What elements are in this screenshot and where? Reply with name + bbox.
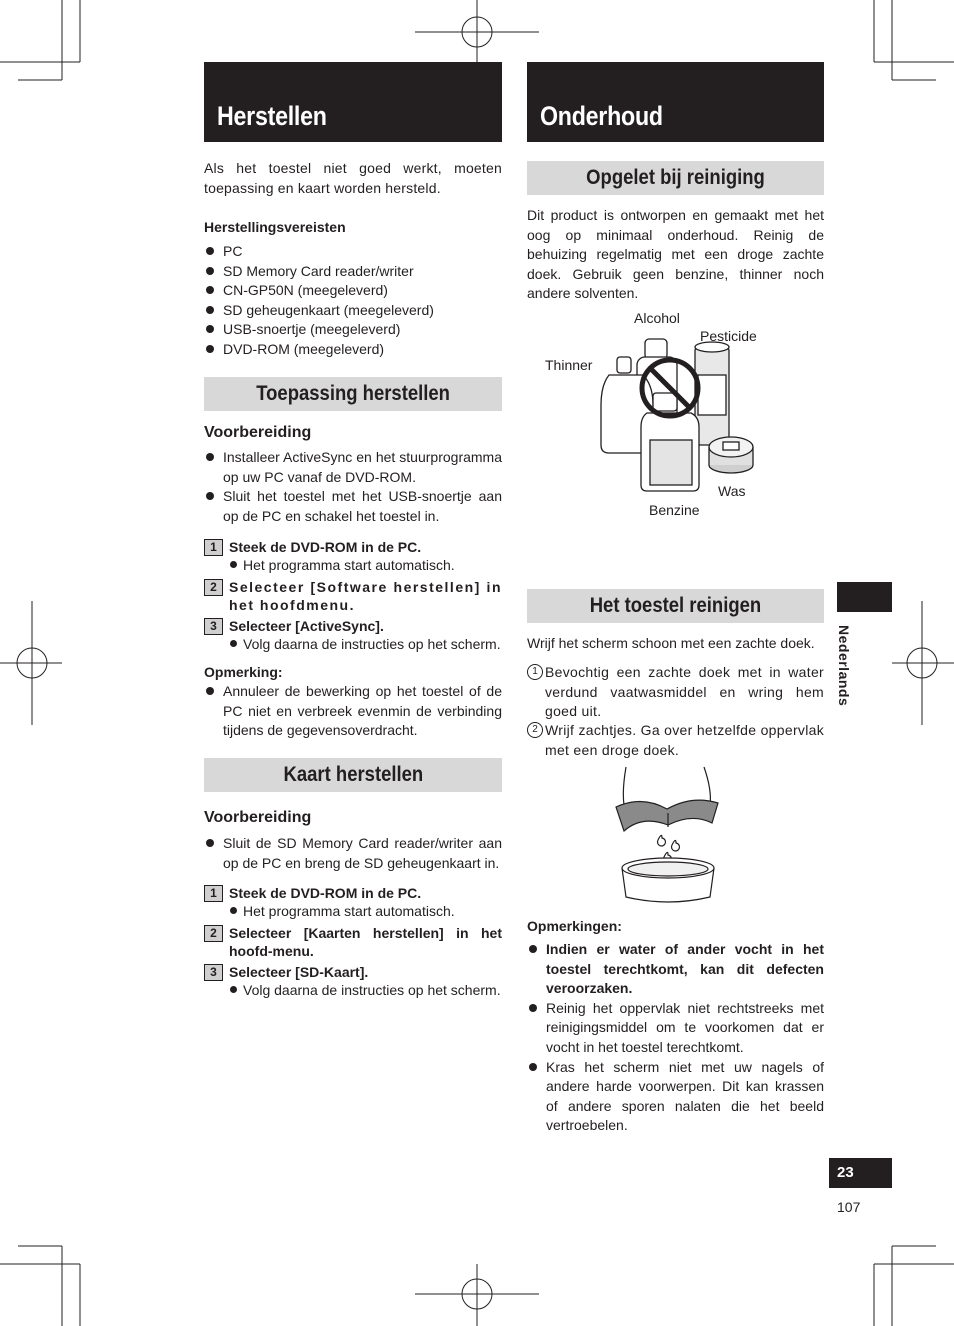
herstellen-header [204,62,502,142]
onderhoud-header [527,62,824,142]
app-step-2: 2 Selecteer [Software herstellen] in het hoofdmenu. [204,578,502,614]
clean-step-1: 1 Bevochtig een zachte doek met in water verdund vaatwasmiddel en wring hem goed uit. [527,663,824,722]
app-step-3: 3 Selecteer [ActiveSync]. Volg daarna de instructies op het scherm. [204,617,502,653]
clean-step-2: 2 Wrijf zachtjes. Ga over hetzelfde oppervlak met een droge doek. [527,721,824,760]
note-list [204,682,502,741]
notes-label: Opmerkingen: [527,918,622,934]
section-number-badge: 23 [829,1158,892,1188]
card-step-3: 3 Selecteer [SD-Kaart]. Volg daarna de instructies op het scherm. [204,963,502,999]
list-item: Sluit het toestel met het USB-snoertje aan op de PC en schakel het toestel in. [204,487,502,526]
herstellen-title: Herstellen [217,101,327,131]
list-item: USB-snoertje (meegeleverd) [204,320,502,340]
list-item: Reinig het oppervlak niet rechtstreeks met reinigingsmiddel om te voorkomen dat er vocht in het toestel terechtkomt. [527,999,824,1058]
list-item: Indien er water of ander vocht in het toestel terechtkomt, kan dit defecten veroorzaken. [527,940,824,999]
language-tab-marker [837,582,892,612]
list-item: Annuleer de bewerking op het toestel of de PC niet en verbreek evenmin de verbinding tijdens de gegevensoverdracht. [204,682,502,741]
requirements-list [204,242,502,360]
label-pesticide: Pesticide [700,328,757,344]
clean-heading: Het toestel reinigen [527,589,824,623]
card-prep-list [204,834,502,873]
label-benzine: Benzine [649,502,700,518]
requirements-label: Herstellingsvereisten [204,219,346,235]
caution-text: Dit product is ontworpen en gemaakt met het oog op minimaal onderhoud. Reinig de behuizing regelmatig met een droge zachte doek. Gebruik geen benzine, thinner noch andere solventen. [527,207,824,302]
app-step-1: 1 Steek de DVD-ROM in de PC. Het programma start automatisch. [204,538,502,574]
language-label: Nederlands [836,625,852,707]
app-prep-list [204,448,502,526]
app-prep-label: Voorbereiding [204,424,312,441]
list-item: PC [204,242,502,262]
list-item: CN-GP50N (meegeleverd) [204,281,502,301]
onderhoud-title: Onderhoud [540,101,663,131]
note-label: Opmerking: [204,664,283,680]
list-item: SD Memory Card reader/writer [204,262,502,282]
label-alcohol: Alcohol [634,310,680,326]
card-step-1: 1 Steek de DVD-ROM in de PC. Het programma start automatisch. [204,884,502,920]
label-thinner: Thinner [545,357,593,373]
page-number: 107 [837,1199,861,1215]
list-item: Kras het scherm niet met uw nagels of andere harde voorwerpen. Dit kan krassen of andere sporen nalaten die het beeld vertroebelen. [527,1058,824,1136]
card-step-2: 2 Selecteer [Kaarten herstellen] in het hoofd-menu. [204,924,502,960]
label-was: Was [718,483,746,499]
list-item: DVD-ROM (meegeleverd) [204,340,502,360]
list-item: SD geheugenkaart (meegeleverd) [204,301,502,321]
card-restore-heading: Kaart herstellen [204,758,502,792]
list-item: Sluit de SD Memory Card reader/writer aan op de PC en breng de SD geheugenkaart in. [204,834,502,873]
list-item: Installeer ActiveSync en het stuurprogramma op uw PC vanaf de DVD-ROM. [204,448,502,487]
card-prep-label: Voorbereiding [204,809,312,826]
app-restore-heading: Toepassing herstellen [204,377,502,411]
caution-heading: Opgelet bij reiniging [527,161,824,195]
wring-cloth-illustration [612,765,724,905]
intro-text: Als het toestel niet goed werkt, moeten toepassing en kaart worden hersteld. [204,160,502,196]
solvents-illustration [595,325,765,495]
clean-intro: Wrijf het scherm schoon met een zachte doek. [527,635,815,651]
notes-list [527,940,824,1136]
